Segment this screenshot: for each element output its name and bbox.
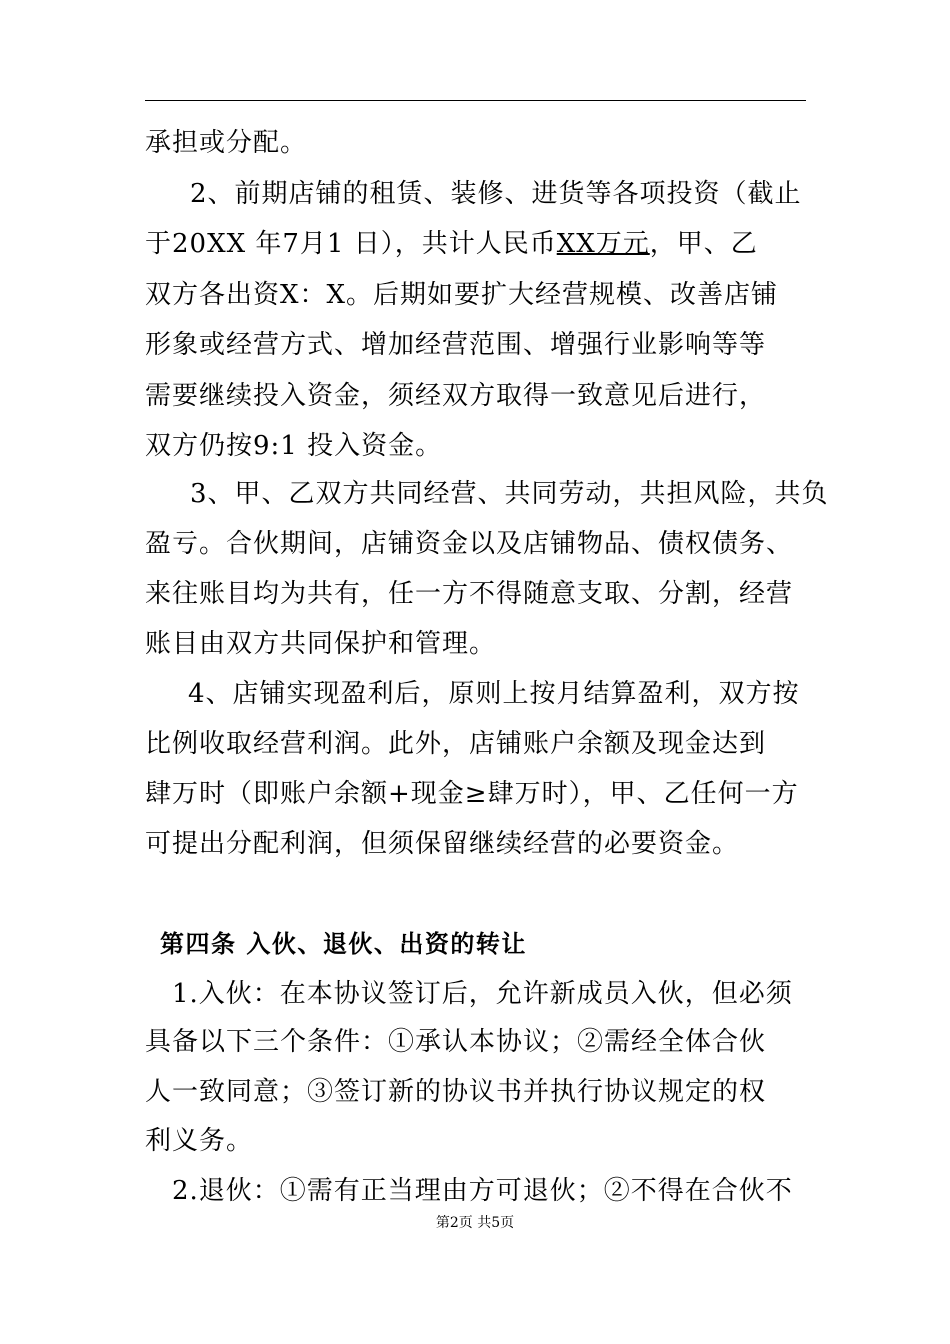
text-line: 利义务。 — [145, 1126, 254, 1156]
text-segment: ，甲、乙 — [649, 229, 758, 259]
header-rule — [145, 100, 806, 101]
text-line: 2、前期店铺的租赁、装修、进货等各项投资（截止 — [190, 179, 802, 209]
text-line: 形象或经营方式、增加经营范围、增强行业影响等等 — [145, 330, 767, 360]
text-line: 账目由双方共同保护和管理。 — [145, 629, 497, 659]
text-line: 双方仍按9:1 投入资金。 — [145, 431, 443, 461]
text-line: 来往账目均为共有，任一方不得随意支取、分割，经营 — [145, 579, 794, 609]
text-line: 盈亏。合伙期间，店铺资金以及店铺物品、债权债务、 — [145, 529, 794, 559]
amount-underlined: XX万元 — [556, 229, 650, 259]
text-line: 双方各出资X：X。后期如要扩大经营规模、改善店铺 — [145, 280, 779, 310]
text-line: 比例收取经营利润。此外，店铺账户余额及现金达到 — [145, 729, 767, 759]
text-line: 1.入伙：在本协议签订后，允许新成员入伙，但必须 — [172, 979, 793, 1009]
text-segment: 于20XX 年7月1 日），共计人民币 — [145, 229, 557, 259]
text-line: 肆万时（即账户余额+现金≥肆万时），甲、乙任何一方 — [145, 779, 799, 809]
text-line — [145, 229, 815, 259]
page-footer: 第2页 共5页 — [435, 1215, 515, 1231]
text-line: 4、店铺实现盈利后，原则上按月结算盈利，双方按 — [188, 679, 800, 709]
text-line: 具备以下三个条件：①承认本协议；②需经全体合伙 — [145, 1027, 767, 1057]
text-line: 可提出分配利润，但须保留继续经营的必要资金。 — [145, 829, 740, 859]
text-line: 人一致同意；③签订新的协议书并执行协议规定的权 — [145, 1077, 767, 1107]
text-line: 3、甲、乙双方共同经营、共同劳动，共担风险，共负 — [190, 479, 829, 509]
text-line: 需要继续投入资金，须经双方取得一致意见后进行， — [145, 381, 767, 411]
text-line: 承担或分配。 — [145, 128, 308, 158]
section-heading: 第四条 入伙、退伙、出资的转让 — [160, 929, 527, 958]
text-line: 2.退伙：①需有正当理由方可退伙；②不得在合伙不 — [172, 1176, 793, 1206]
